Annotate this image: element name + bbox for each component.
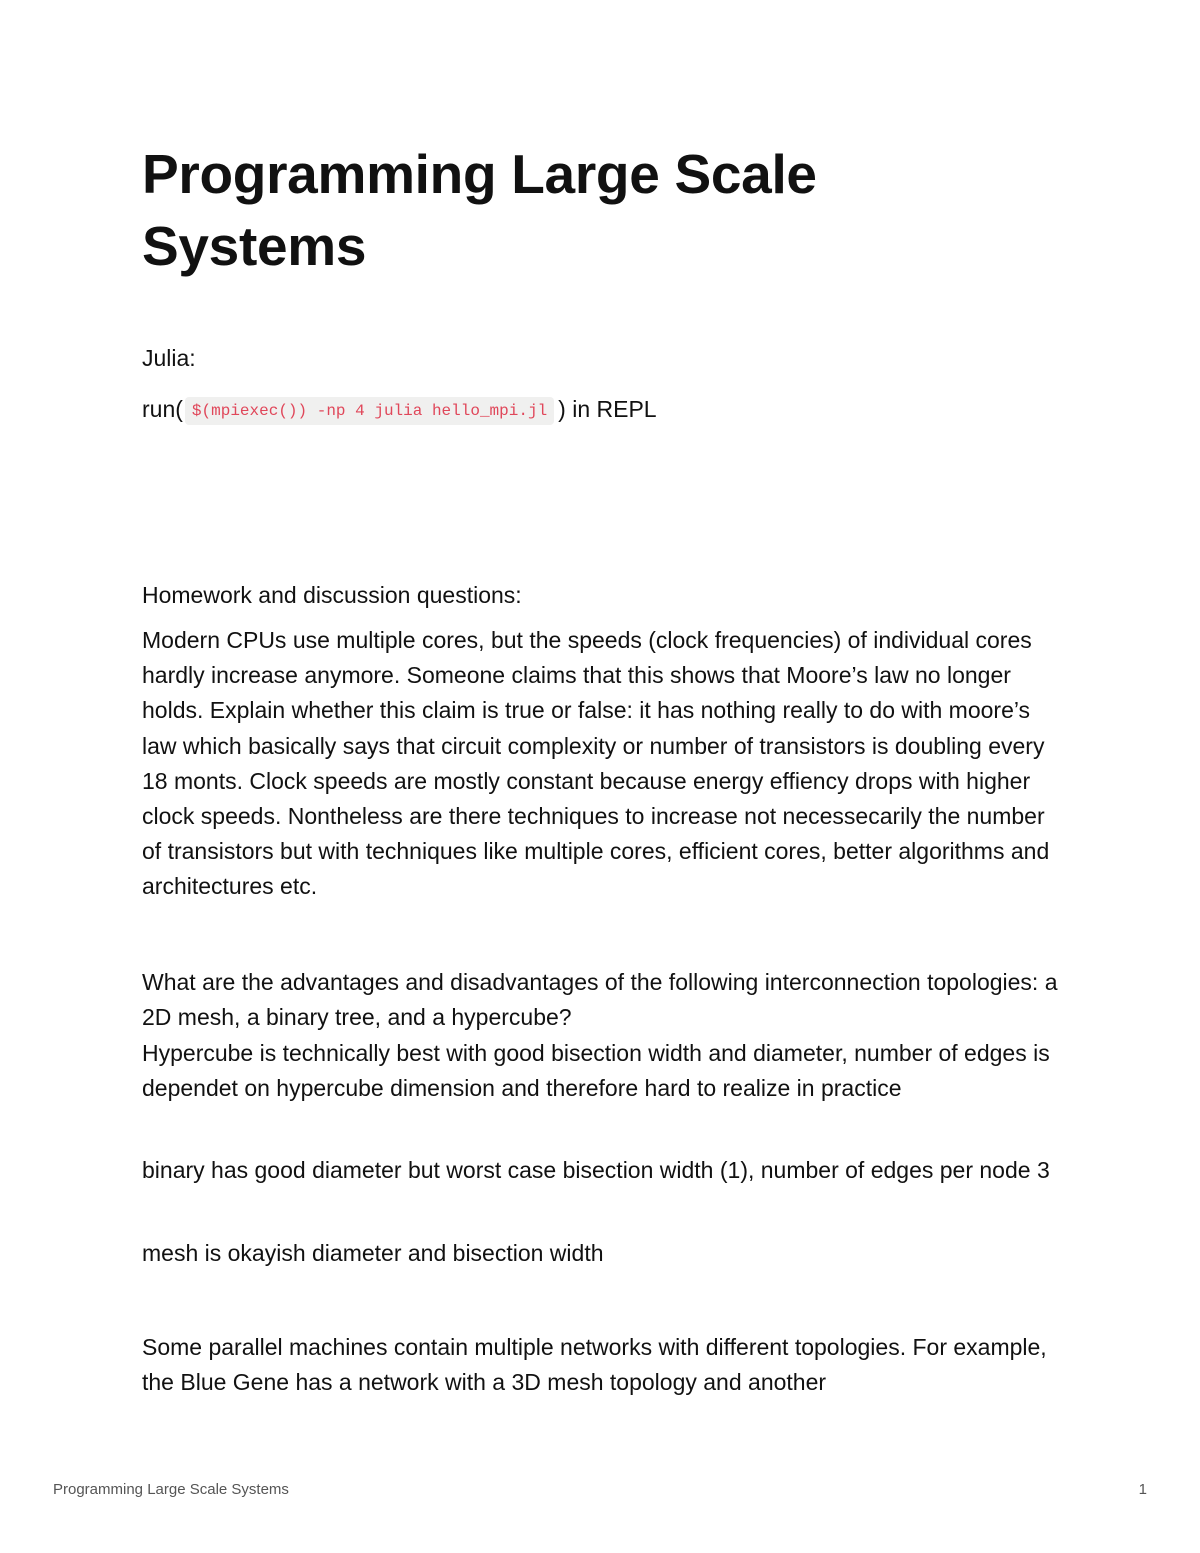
paragraph-multiple-networks: Some parallel machines contain multiple networks with different topologies. For example, the Blue Gene has a network with a 3D mesh topology and another [142, 1334, 1047, 1396]
julia-label: Julia: [142, 345, 196, 371]
inline-code: $(mpiexec()) -np 4 julia hello_mpi.jl [185, 397, 554, 425]
run-command-line [142, 392, 1062, 429]
answer-mesh: mesh is okayish diameter and bisection width [142, 1240, 604, 1266]
document-title: Programming Large Scale Systems [142, 143, 817, 277]
answer-hypercube: Hypercube is technically best with good bisection width and diameter, number of edges is dependet on hypercube dimension and therefore hard to realize in practice [142, 1040, 1050, 1102]
run-prefix: run( [142, 396, 183, 422]
run-suffix: ) in REPL [558, 396, 657, 422]
footer-doc-name: Programming Large Scale Systems [53, 1481, 289, 1498]
answer-binary-tree: binary has good diameter but worst case bisection width (1), number of edges per node 3 [142, 1157, 1050, 1183]
paragraph-moores-law: Modern CPUs use multiple cores, but the speeds (clock frequencies) of individual cores hardly increase anymore. Someone claims that this shows that Moore’s law no longer holds. Explain whether this claim is true or false: it has nothing really to do with moore’s law which basically says that circuit complexity or number of transistors is doubling every 18 monts. Clock speeds are mostly constant because energy effiency drops with higher clock speeds. Nontheless are there techniques to increase not necessecarily the number of transistors but with techniques like multiple cores, efficient cores, better algorithms and architectures etc. [142, 627, 1050, 900]
question-topologies: What are the advantages and disadvantages of the following interconnection topologies: a 2D mesh, a binary tree, and a hypercube? [142, 969, 1058, 1031]
homework-heading: Homework and discussion questions: [142, 582, 522, 608]
footer-page-number: 1 [1138, 1481, 1147, 1498]
